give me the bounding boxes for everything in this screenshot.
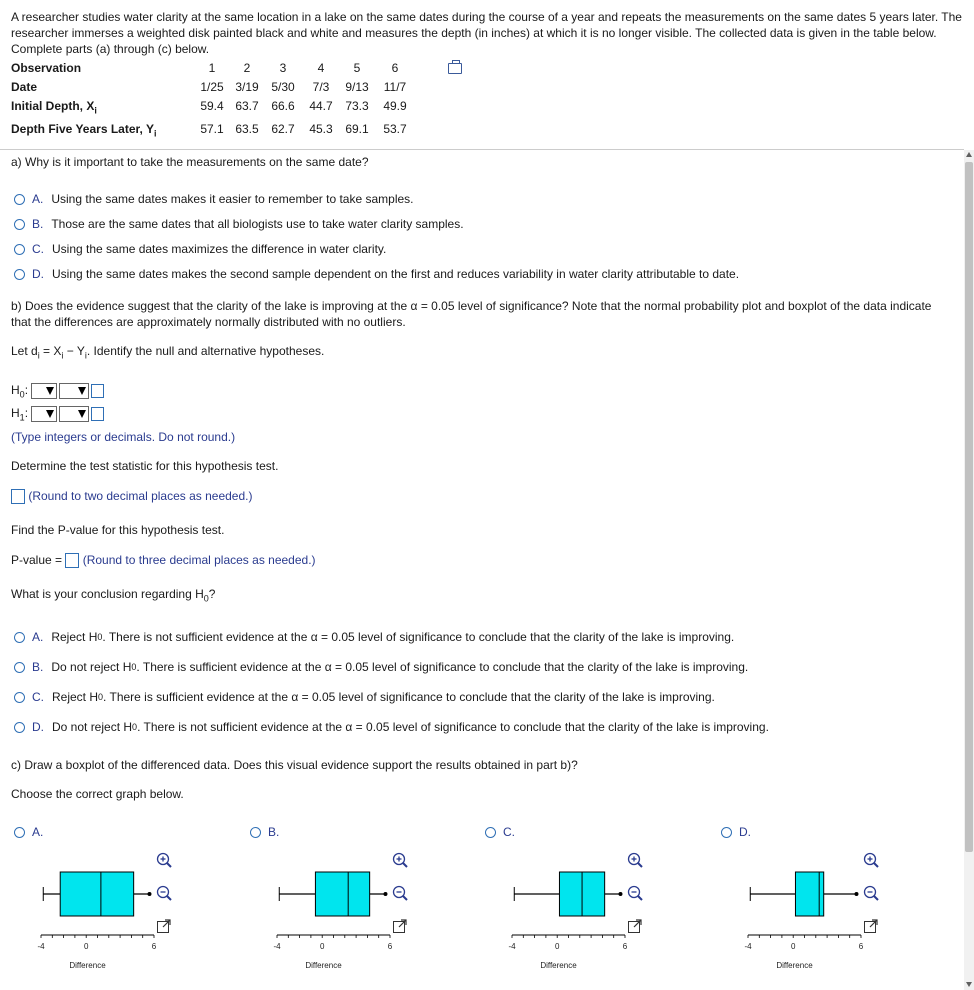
axis-label: Difference (69, 961, 106, 970)
table-cell-dates: 9/13 (345, 80, 369, 94)
round-three-hint: (Round to three decimal places as needed.) (82, 553, 316, 567)
initial-depth-label: Initial Depth, $X_i$ (11, 99, 97, 116)
graph-option-a[interactable] (14, 825, 51, 839)
part-a-option-a[interactable] (14, 191, 414, 207)
table-cell-initial: 44.7 (309, 99, 333, 113)
problem-intro: A researcher studies water clarity at the same location in a lake on the same dates during the course of a year and repeats the measurements on the same dates 5 years later. The researcher immerses a weighted disk painted black and white and measures the depth (in inches) at which it is no longer visible. The collected data is given in the table below. Complete parts (a) through (c) below. (11, 10, 962, 56)
radio-button[interactable] (14, 827, 25, 838)
table-cell-later: 69.1 (345, 122, 369, 136)
option-letter: B. (32, 660, 44, 674)
tick-label: 0 (790, 942, 796, 951)
table-cell-initial: 59.4 (200, 99, 224, 113)
part-a-option-c[interactable] (14, 241, 386, 257)
radio-button[interactable] (14, 194, 25, 205)
table-cell-dates: 5/30 (271, 80, 295, 94)
table-cell-later: 62.7 (271, 122, 295, 136)
scroll-up-icon[interactable] (966, 152, 972, 157)
option-letter: C. (32, 690, 44, 704)
option-letter: D. (32, 267, 44, 281)
option-sub: 0 (98, 692, 104, 702)
table-cell-observations: 5 (353, 61, 361, 75)
boxplot-max-dot (618, 892, 622, 896)
axis-label: Difference (305, 961, 342, 970)
h0-label: $H_0$: (11, 382, 29, 400)
option-post: . There is sufficient evidence at the α = 0.05 level of significance to conclude that the clarity of the lake is improving. (136, 660, 749, 674)
table-cell-observations: 6 (391, 61, 399, 75)
table-cell-initial: 49.9 (383, 99, 407, 113)
table-cell-observations: 3 (279, 61, 287, 75)
radio-button[interactable] (721, 827, 732, 838)
graph-option-d[interactable] (721, 825, 759, 839)
radio-button[interactable] (485, 827, 496, 838)
pvalue-label: P-value = (11, 553, 63, 567)
option-pre: Do not reject H (51, 660, 132, 674)
option-letter: B. (32, 217, 44, 231)
part-a-question: a) Why is it important to take the measurements on the same date? (11, 155, 369, 169)
table-cell-initial: 73.3 (345, 99, 369, 113)
option-letter: C. (503, 825, 515, 839)
graph-option-c[interactable] (485, 825, 523, 839)
radio-button[interactable] (14, 219, 25, 230)
option-pre: Reject H (52, 690, 99, 704)
boxplot-box (60, 872, 133, 916)
table-cell-initial: 63.7 (235, 99, 259, 113)
option-letter: C. (32, 242, 44, 256)
table-cell-dates: 11/7 (383, 80, 407, 94)
test-stat-row (11, 489, 252, 504)
graph-option-b[interactable] (250, 825, 287, 839)
boxplot-chart-a (24, 862, 164, 972)
scrollbar-thumb[interactable] (965, 162, 973, 852)
pvalue-question: Find the P-value for this hypothesis test. (11, 523, 225, 537)
tick-label: -4 (273, 942, 281, 951)
scroll-down-icon[interactable] (966, 982, 972, 987)
tick-label: 6 (387, 942, 393, 951)
option-letter: B. (268, 825, 280, 839)
tick-label: -4 (37, 942, 45, 951)
tick-label: 6 (858, 942, 864, 951)
tick-label: -4 (744, 942, 752, 951)
test-stat-question: Determine the test statistic for this hypothesis test. (11, 459, 279, 473)
table-cell-dates: 1/25 (200, 80, 224, 94)
table-cell-later: 45.3 (309, 122, 333, 136)
pvalue-row (11, 553, 316, 568)
option-pre: Do not reject H (52, 720, 133, 734)
option-sub: 0 (131, 662, 137, 672)
tick-label: 0 (83, 942, 89, 951)
later-depth-label: Depth Five Years Later, $Y_i$ (11, 122, 157, 139)
boxplot-box (315, 872, 369, 916)
h0-row (11, 382, 104, 400)
let-statement: Let $d_i = X_i - Y_i$. Identify the null and alternative hypotheses. (11, 344, 325, 361)
h0-operator-select[interactable] (59, 383, 89, 399)
table-cell-later: 57.1 (200, 122, 224, 136)
option-text: Using the same dates maximizes the difference in water clarity. (52, 242, 387, 256)
conclusion-option-a[interactable] (14, 629, 734, 645)
tick-label: 0 (319, 942, 325, 951)
option-post: . There is sufficient evidence at the α = 0.05 level of significance to conclude that the clarity of the lake is improving. (103, 690, 715, 704)
option-text: Those are the same dates that all biologists use to take water clarity samples. (51, 217, 464, 231)
conclusion-option-d[interactable] (14, 719, 769, 735)
tick-label: -4 (508, 942, 516, 951)
radio-button[interactable] (14, 692, 25, 703)
table-cell-initial: 66.6 (271, 99, 295, 113)
table-cell-observations: 2 (243, 61, 251, 75)
observation-label: Observation (11, 61, 82, 75)
axis-label: Difference (540, 961, 577, 970)
pvalue-input[interactable] (65, 553, 79, 568)
option-text: Using the same dates makes it easier to remember to take samples. (51, 192, 414, 206)
part-a-option-d[interactable] (14, 266, 739, 282)
axis-label: Difference (776, 961, 813, 970)
tick-label: 6 (622, 942, 628, 951)
h1-row (11, 405, 104, 423)
h1-operator-select[interactable] (59, 406, 89, 422)
boxplot-chart-b (260, 862, 400, 972)
part-c-question: c) Draw a boxplot of the differenced data. Does this visual evidence support the results obtained in part b)? (11, 758, 578, 772)
boxplot-max-dot (383, 892, 387, 896)
table-cell-observations: 1 (208, 61, 216, 75)
radio-button[interactable] (14, 269, 25, 280)
table-cell-later: 63.5 (235, 122, 259, 136)
date-label: Date (11, 80, 38, 94)
part-b-question: b) Does the evidence suggest that the clarity of the lake is improving at the α = 0.05 level of significance? Note that the normal probability plot and boxplot of the data indicate that the differences are approximately normally distributed with no outliers. (11, 299, 932, 329)
option-pre: Reject H (51, 630, 98, 644)
option-text: Using the same dates makes the second sample dependent on the first and reduces variability in water clarity attributable to date. (52, 267, 740, 281)
h1-parameter-select[interactable] (31, 406, 57, 422)
h1-value-input[interactable] (91, 407, 104, 421)
boxplot-chart-c (495, 862, 635, 972)
option-post: . There is not sufficient evidence at the α = 0.05 level of significance to conclude that the clarity of the lake is improving. (102, 630, 735, 644)
option-letter: D. (739, 825, 751, 839)
choose-graph-text: Choose the correct graph below. (11, 787, 184, 801)
option-letter: A. (32, 192, 44, 206)
conclusion-option-c[interactable] (14, 689, 715, 705)
radio-button[interactable] (14, 662, 25, 673)
table-cell-dates: 3/19 (235, 80, 259, 94)
radio-button[interactable] (14, 244, 25, 255)
option-post: . There is not sufficient evidence at the α = 0.05 level of significance to conclude that the clarity of the lake is improving. (137, 720, 769, 734)
conclusion-question: What is your conclusion regarding $H_0$? (11, 587, 216, 604)
option-letter: A. (32, 825, 44, 839)
radio-button[interactable] (14, 722, 25, 733)
table-cell-later: 53.7 (383, 122, 407, 136)
option-letter: A. (32, 630, 44, 644)
section-divider (0, 149, 964, 150)
part-a-option-b[interactable] (14, 216, 464, 232)
round-two-hint: (Round to two decimal places as needed.) (28, 489, 253, 503)
boxplot-chart-d (731, 862, 871, 972)
radio-button[interactable] (250, 827, 261, 838)
tick-label: 0 (554, 942, 560, 951)
table-cell-dates: 7/3 (312, 80, 330, 94)
boxplot-max-dot (147, 892, 151, 896)
copy-data-icon[interactable] (448, 63, 462, 74)
option-sub: 0 (97, 632, 103, 642)
conclusion-option-b[interactable] (14, 659, 748, 675)
h1-label: $H_1$: (11, 405, 29, 423)
test-stat-input[interactable] (11, 489, 25, 504)
h0-value-input[interactable] (91, 384, 104, 398)
table-cell-observations: 4 (317, 61, 325, 75)
boxplot-max-dot (854, 892, 858, 896)
radio-button[interactable] (14, 632, 25, 643)
option-letter: D. (32, 720, 44, 734)
tick-label: 6 (151, 942, 157, 951)
h0-parameter-select[interactable] (31, 383, 57, 399)
option-sub: 0 (132, 722, 138, 732)
type-hint: (Type integers or decimals. Do not round.) (11, 430, 236, 444)
